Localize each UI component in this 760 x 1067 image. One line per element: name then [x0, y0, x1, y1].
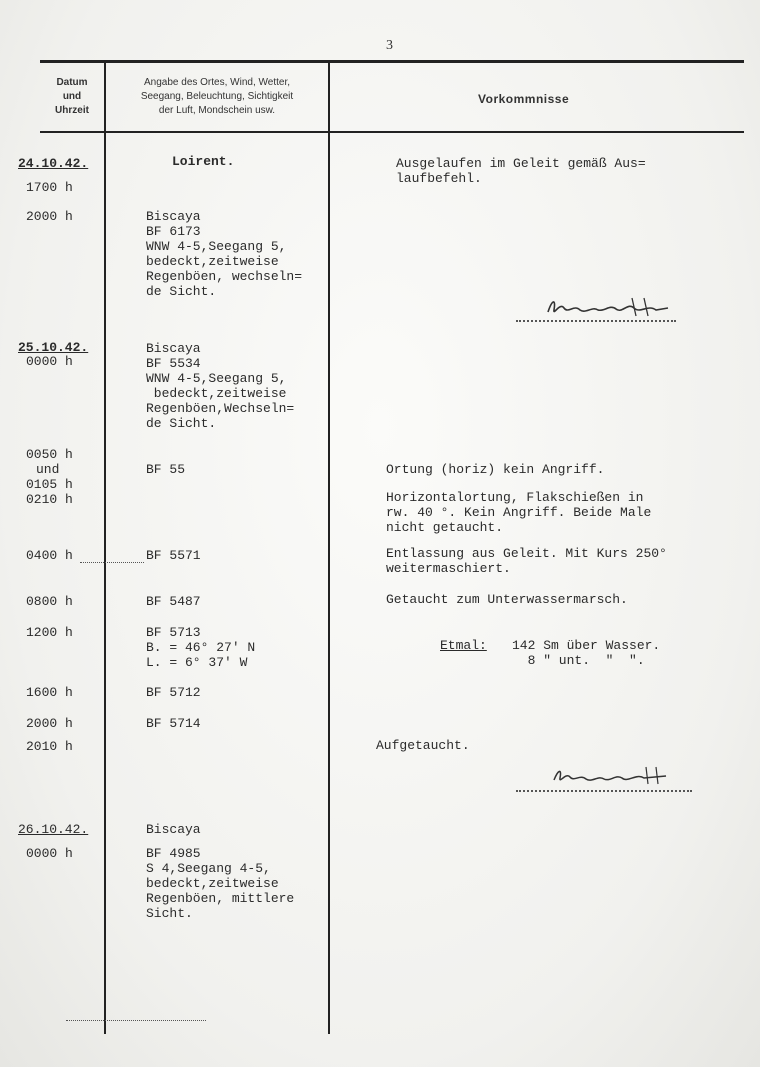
header-events: Vorkommnisse [478, 92, 570, 106]
place-line: Biscaya [146, 822, 201, 837]
event-line: Ortung (horiz) kein Angriff. [386, 462, 605, 477]
date-26-10-42: 26.10.42. [18, 822, 89, 837]
place-bf5714: BF 5714 [146, 716, 201, 731]
place-line: S 4,Seegang 4-5, [146, 861, 271, 876]
place-line: bedeckt,zeitweise [146, 254, 279, 269]
place-line: L. = 6° 37' W [146, 655, 248, 670]
place-line: Biscaya [146, 209, 201, 224]
place-bf55: BF 55 [146, 462, 186, 477]
time-1700: 1700 h [26, 180, 73, 195]
event-line: weitermaschiert. [386, 561, 511, 576]
event-line: Horizontalortung, Flakschießen in [386, 490, 644, 505]
header-rule [40, 131, 744, 133]
etmal-line: 142 Sm über Wasser. [512, 638, 661, 653]
time-1600: 1600 h [26, 685, 73, 700]
place-line: Sicht. [146, 906, 193, 921]
time-0000: 0000 h [26, 846, 73, 861]
place-loirent: Loirent. [172, 154, 235, 169]
dotted-leader [80, 562, 144, 563]
place-line: WNW 4-5,Seegang 5, [146, 371, 287, 386]
place-line: WNW 4-5,Seegang 5, [146, 239, 287, 254]
place-bf5571: BF 5571 [146, 548, 201, 563]
signature-drawing [540, 294, 680, 324]
column-divider-2 [328, 62, 330, 1034]
event-line: rw. 40 °. Kein Angriff. Beide Male [386, 505, 652, 520]
column-divider-1 [104, 62, 106, 1034]
place-line: Biscaya [146, 341, 201, 356]
event-line: laufbefehl. [396, 171, 482, 186]
place-bf5487: BF 5487 [146, 594, 201, 609]
time-und: und [36, 462, 60, 477]
event-line: Ausgelaufen im Geleit gemäß Aus= [396, 156, 646, 171]
time-0105: 0105 h [26, 477, 73, 492]
place-line: BF 5534 [146, 356, 201, 371]
place-line: Regenböen, wechseln= [146, 269, 303, 284]
date-25-10-42: 25.10.42. [18, 340, 89, 355]
header-date-time: Datum und Uhrzeit [55, 77, 89, 116]
place-line: de Sicht. [146, 284, 217, 299]
place-line: bedeckt,zeitweise [146, 386, 287, 401]
place-line: BF 6173 [146, 224, 201, 239]
place-line: bedeckt,zeitweise [146, 876, 279, 891]
event-line: Aufgetaucht. [376, 738, 470, 753]
time-2000: 2000 h [26, 209, 73, 224]
bottom-dotted-line [66, 1020, 206, 1021]
time-2000: 2000 h [26, 716, 73, 731]
time-0050: 0050 h [26, 447, 73, 462]
etmal-line: 8 " unt. " ". [512, 653, 645, 668]
page-number: 3 [386, 38, 393, 53]
place-line: Regenböen, mittlere [146, 891, 295, 906]
place-line: Regenböen,Wechseln= [146, 401, 295, 416]
place-line: BF 4985 [146, 846, 201, 861]
signature-drawing [548, 764, 678, 792]
event-line: Getaucht zum Unterwassermarsch. [386, 592, 628, 607]
place-line: de Sicht. [146, 416, 217, 431]
time-2010: 2010 h [26, 739, 73, 754]
etmal-label: Etmal: [440, 638, 487, 653]
header-place-weather: Angabe des Ortes, Wind, Wetter, Seegang, Beleuchtung, Sichtigkeit der Luft, Mondschein usw. [140, 77, 294, 116]
event-line: nicht getaucht. [386, 520, 504, 535]
time-0800: 0800 h [26, 594, 73, 609]
place-bf5712: BF 5712 [146, 685, 201, 700]
time-0000: 0000 h [26, 354, 73, 369]
place-line: BF 5713 [146, 625, 201, 640]
time-0400: 0400 h [26, 548, 73, 563]
top-rule [40, 60, 744, 63]
time-0210: 0210 h [26, 492, 73, 507]
date-24-10-42: 24.10.42. [18, 156, 89, 171]
time-1200: 1200 h [26, 625, 73, 640]
place-line: B. = 46° 27' N [146, 640, 256, 655]
event-line: Entlassung aus Geleit. Mit Kurs 250° [386, 546, 667, 561]
